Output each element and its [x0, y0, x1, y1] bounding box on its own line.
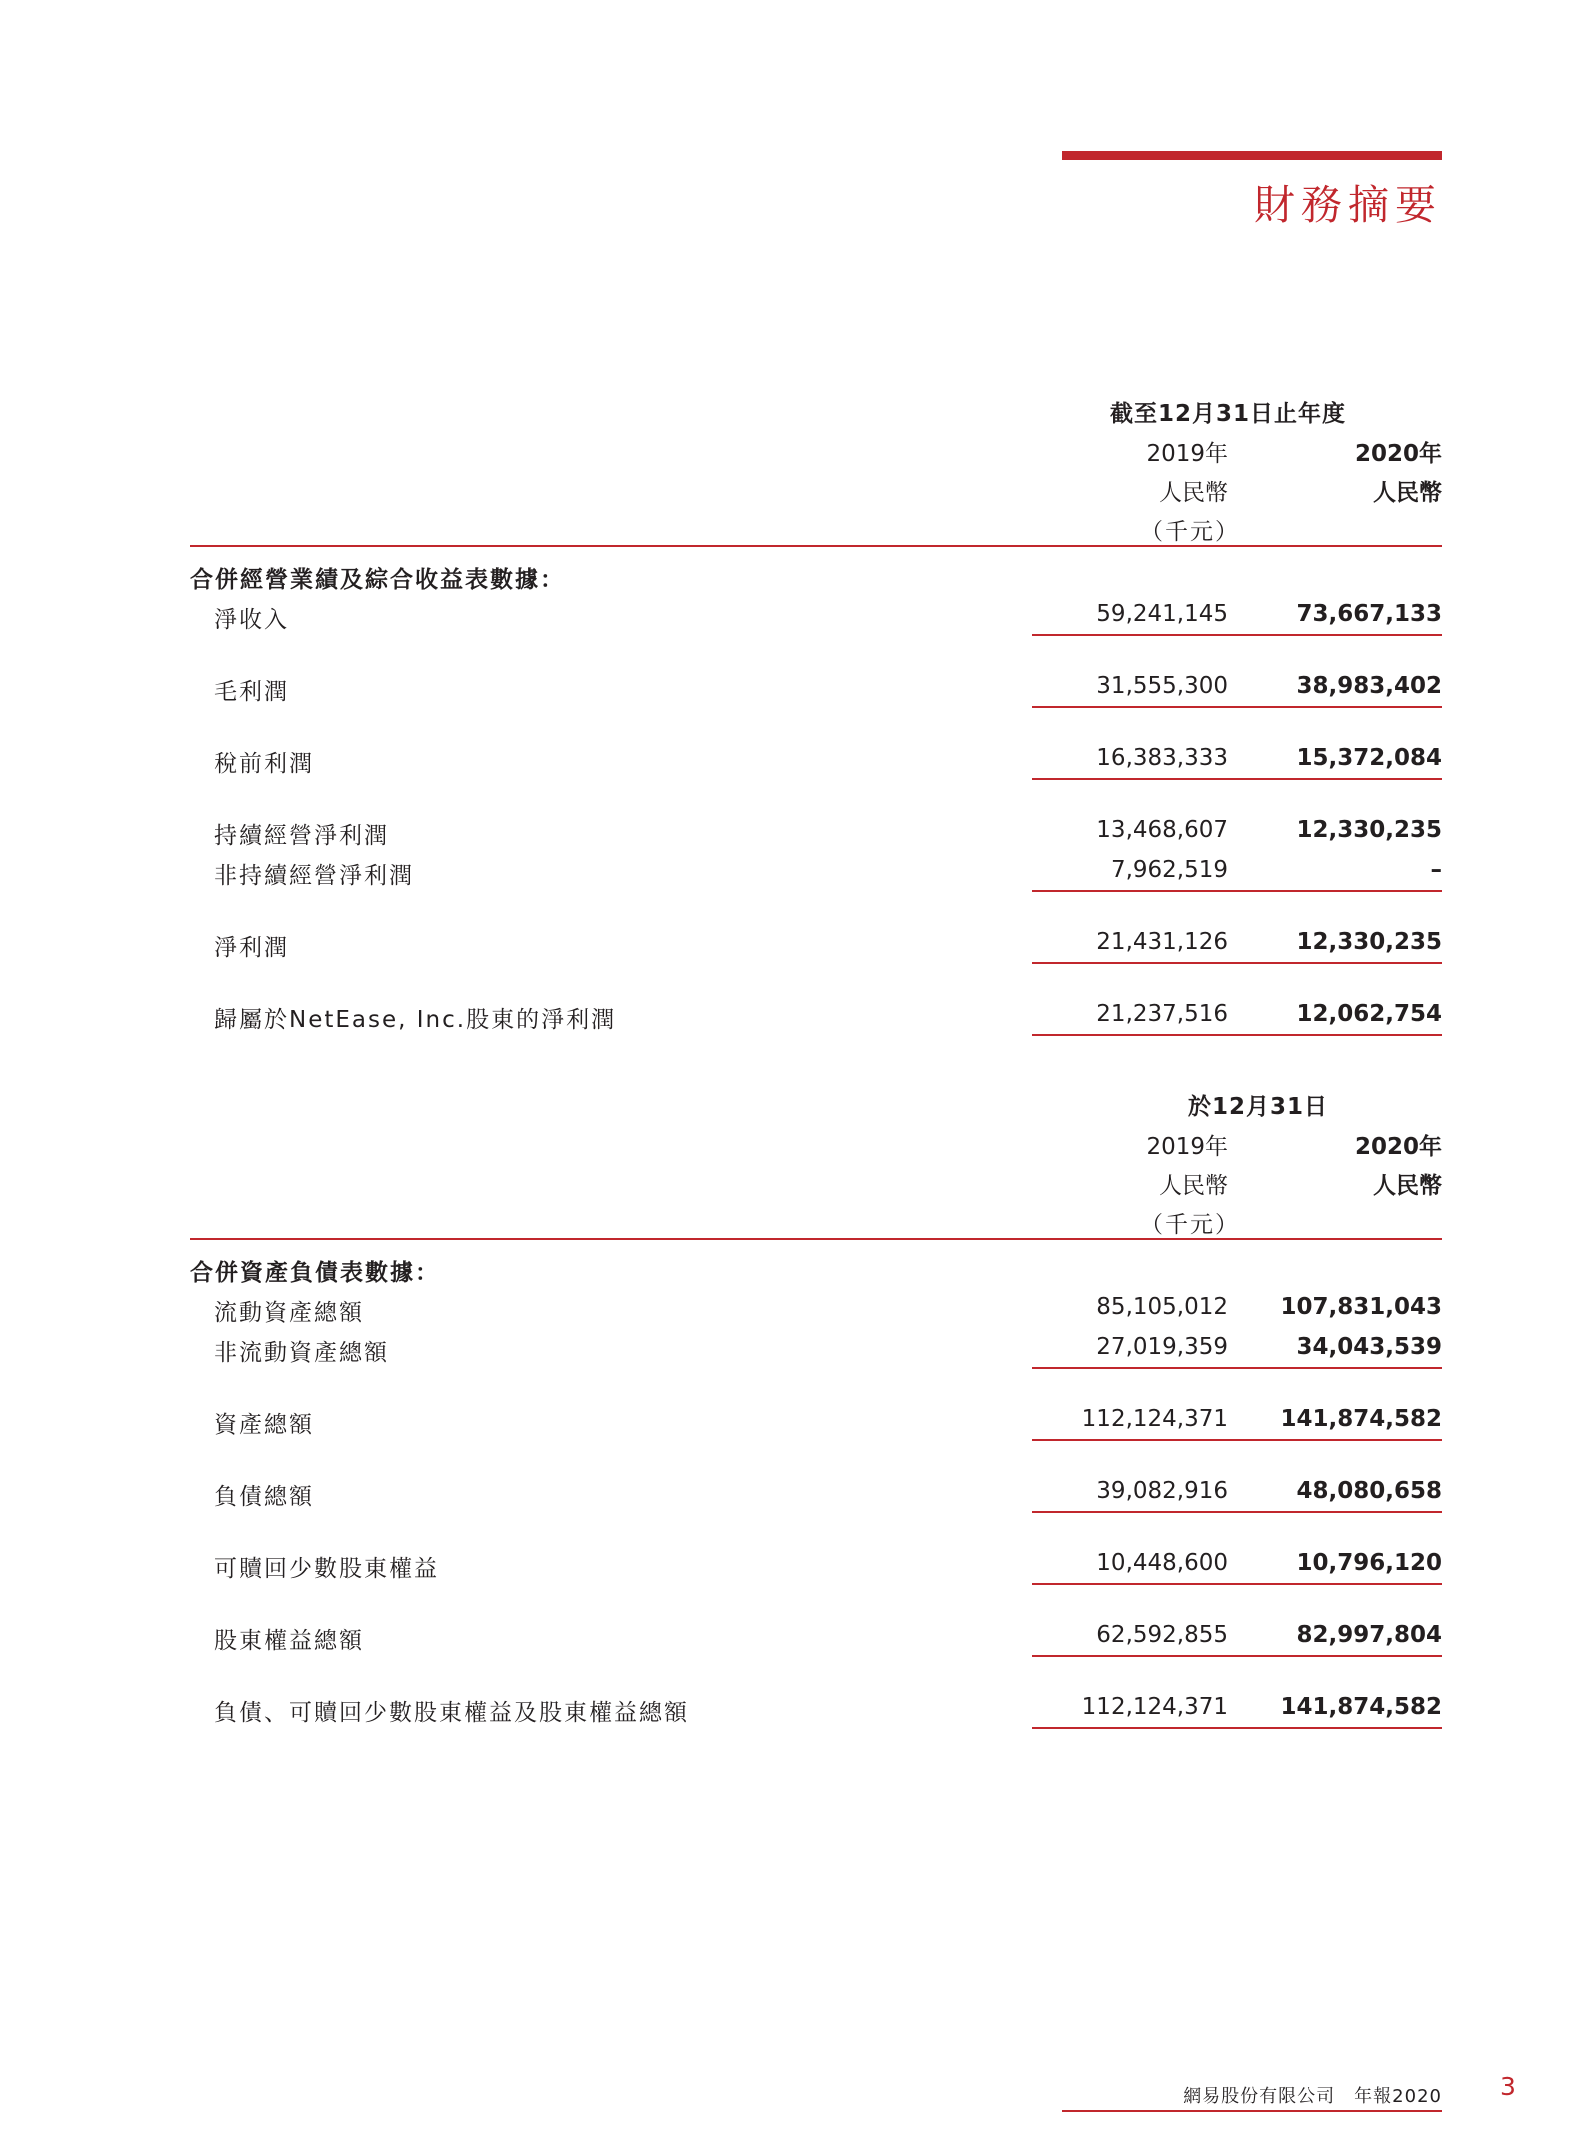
row-underline	[1032, 1367, 1442, 1369]
balance-section-title: 合併資產負債表數據：	[190, 1260, 440, 1286]
value-2019: 21,431,126	[1096, 929, 1228, 955]
row-label: 負債、可贖回少數股東權益及股東權益總額	[214, 1700, 689, 1726]
table-row	[0, 745, 1587, 779]
row-label: 淨利潤	[214, 935, 289, 961]
value-2020: 48,080,658	[1296, 1478, 1442, 1504]
row-underline	[1032, 778, 1442, 780]
row-label: 淨收入	[214, 607, 289, 633]
value-2020: 141,874,582	[1280, 1694, 1442, 1720]
footer-rule	[1062, 2110, 1442, 2112]
value-2019: 31,555,300	[1096, 673, 1228, 699]
table-row	[0, 601, 1587, 635]
row-underline	[1032, 1511, 1442, 1513]
row-underline	[1032, 1727, 1442, 1729]
value-2019: 27,019,359	[1096, 1334, 1228, 1360]
row-label: 稅前利潤	[214, 751, 314, 777]
table-row	[0, 673, 1587, 707]
value-2019: 16,383,333	[1096, 745, 1228, 771]
balance-currency-2020: 人民幣	[1373, 1173, 1442, 1199]
value-2020: –	[1430, 857, 1442, 883]
page-number: 3	[1500, 2072, 1516, 2101]
table-row	[0, 1622, 1587, 1656]
row-label: 股東權益總額	[214, 1628, 364, 1654]
value-2019: 112,124,371	[1081, 1694, 1228, 1720]
row-label: 非持續經營淨利潤	[214, 863, 414, 889]
value-2020: 15,372,084	[1296, 745, 1442, 771]
value-2020: 141,874,582	[1280, 1406, 1442, 1432]
income-section-title: 合併經營業績及綜合收益表數據：	[190, 567, 565, 593]
income-col-2020: 2020年	[1354, 441, 1442, 467]
table-row	[0, 857, 1587, 891]
row-label: 歸屬於NetEase, Inc.股東的淨利潤	[214, 1007, 617, 1033]
row-label: 非流動資產總額	[214, 1340, 389, 1366]
value-2020: 12,330,235	[1296, 817, 1442, 843]
value-2020: 73,667,133	[1296, 601, 1442, 627]
income-header-rule	[190, 545, 1442, 547]
value-2019: 85,105,012	[1096, 1294, 1228, 1320]
table-row	[0, 929, 1587, 963]
row-underline	[1032, 634, 1442, 636]
page-title: 財務摘要	[1254, 181, 1442, 229]
value-2020: 12,330,235	[1296, 929, 1442, 955]
income-col-2019: 2019年	[1146, 441, 1228, 467]
value-2020: 107,831,043	[1280, 1294, 1442, 1320]
value-2020: 12,062,754	[1296, 1001, 1442, 1027]
row-underline	[1032, 1034, 1442, 1036]
value-2019: 39,082,916	[1096, 1478, 1228, 1504]
row-underline	[1032, 962, 1442, 964]
table-row	[0, 1001, 1587, 1035]
balance-unit: （千元）	[1140, 1212, 1240, 1238]
value-2020: 82,997,804	[1296, 1622, 1442, 1648]
value-2020: 10,796,120	[1296, 1550, 1442, 1576]
row-label: 可贖回少數股東權益	[214, 1556, 439, 1582]
value-2019: 59,241,145	[1096, 601, 1228, 627]
table-row	[0, 1406, 1587, 1440]
value-2019: 7,962,519	[1110, 857, 1228, 883]
value-2019: 62,592,855	[1096, 1622, 1228, 1648]
balance-currency-2019: 人民幣	[1159, 1173, 1228, 1199]
value-2019: 13,468,607	[1096, 817, 1228, 843]
table-row	[0, 1334, 1587, 1368]
income-currency-2019: 人民幣	[1159, 480, 1228, 506]
income-period-header: 截至12月31日止年度	[1110, 401, 1347, 427]
row-label: 流動資產總額	[214, 1300, 364, 1326]
table-row	[0, 1694, 1587, 1728]
balance-header-rule	[190, 1238, 1442, 1240]
table-row	[0, 817, 1587, 851]
row-underline	[1032, 890, 1442, 892]
income-unit: （千元）	[1140, 519, 1240, 545]
balance-col-2019: 2019年	[1146, 1134, 1228, 1160]
row-label: 資產總額	[214, 1412, 314, 1438]
value-2020: 38,983,402	[1296, 673, 1442, 699]
value-2019: 10,448,600	[1096, 1550, 1228, 1576]
header-accent-bar	[1062, 151, 1442, 160]
row-underline	[1032, 706, 1442, 708]
footer-company-report: 網易股份有限公司 年報2020	[1183, 2086, 1442, 2107]
balance-period-header: 於12月31日	[1188, 1094, 1329, 1120]
table-row	[0, 1550, 1587, 1584]
balance-col-2020: 2020年	[1354, 1134, 1442, 1160]
row-underline	[1032, 1439, 1442, 1441]
income-currency-2020: 人民幣	[1373, 480, 1442, 506]
table-row	[0, 1294, 1587, 1328]
row-label: 毛利潤	[214, 679, 289, 705]
table-row	[0, 1478, 1587, 1512]
row-underline	[1032, 1583, 1442, 1585]
row-label: 持續經營淨利潤	[214, 823, 389, 849]
value-2020: 34,043,539	[1296, 1334, 1442, 1360]
row-label: 負債總額	[214, 1484, 314, 1510]
row-underline	[1032, 1655, 1442, 1657]
value-2019: 112,124,371	[1081, 1406, 1228, 1432]
value-2019: 21,237,516	[1096, 1001, 1228, 1027]
